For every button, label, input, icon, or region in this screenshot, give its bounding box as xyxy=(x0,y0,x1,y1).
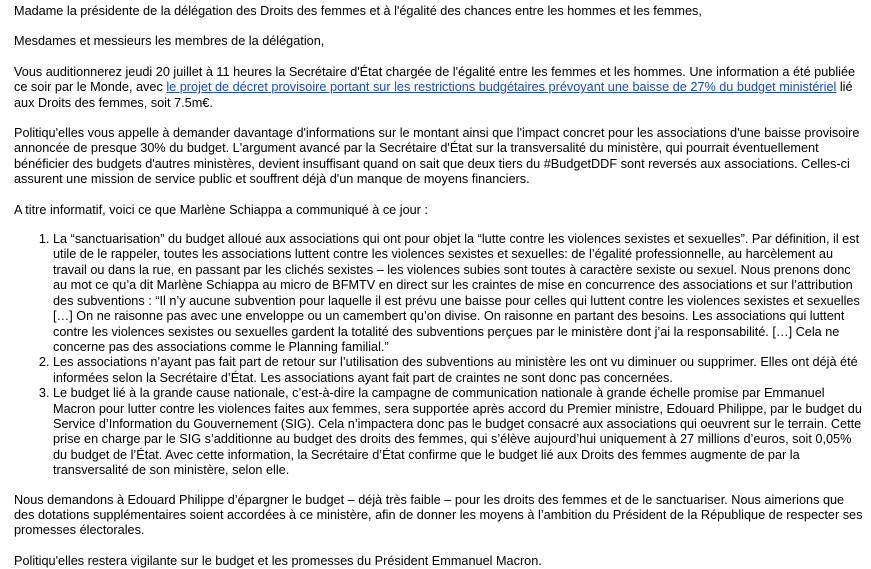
politiquelles-paragraph: Politiqu'elles vous appelle à demander davantage d'informations sur le montant ainsi que l'impact concret pour les associations d'une baisse provisoire annoncée de presque 30% du budget. L'argument avancé par la Secrétaire d'État sur la transversalité du ministère, qui pourrait éventuellement bénéficier des budgets d'autres ministères, devient insuffisant quand on sait que deux tiers du #BudgetDDF sont reversés aux associations. Celles-ci assurent une mission de service public et souffrent déjà d'un manque de moyens financiers. xyxy=(14,126,860,187)
intro-paragraph xyxy=(14,65,863,111)
decree-link[interactable]: le projet de décret provisoire portant sur les restrictions budgétaires prévoyant une baisse de 27% du budget ministériel xyxy=(166,80,837,95)
demandons-paragraph: Nous demandons à Edouard Philippe d’épargner le budget – déjà très faible – pour les droits des femmes et de le sanctuariser. Nous aimerions que des dotations supplémentaires soient accordées à ce ministère, afin de donner les moyens à l’ambition du Président de la République de respecter ses promesses électorales. xyxy=(14,492,863,538)
list-item: 1. La “sanctuarisation” du budget alloué aux associations qui ont pour objet la “lutte contre les violences sexistes et sexuelles”. Par définition, il est utile de le rappeler, toutes les associations luttent contre les violences sexistes et sexuelles: de l’égalité professionnelle, au harcèlement au travail ou dans la rue, en passant par les clichés sexistes – les violences subies sont toutes à caractère sexiste ou sexuel. Nous prenons donc au mot ce qu’a dit Marlène Schiappa au micro de BFMTV en direct sur les craintes de mise en concurrence des associations et sur l’attribution des subventions : “Il n’y aucune subvention pour laquelle il est prévu une baisse pour celles qui luttent contre les violences sexistes et sexuelles […] On ne raisonne pas avec une enveloppe ou un camembert qu’on divise. On raisonne en partant des besoins. Les associations qui luttent contre les violences sexistes ou sexuelles gardent la totalité des subventions perçues par le ministère dont j’ai la responsabilité. […] Cela ne concerne pas des associations comme le Planning familial.” xyxy=(53,232,863,355)
list-item: 3. Le budget lié à la grande cause nationale, c’est-à-dire la campagne de communication nationale à grande échelle promise par Emmanuel Macron pour lutter contre les violences faites aux femmes, sera supportée après accord du Premier ministre, Edouard Philippe, par le budget du Service d’Information du Gouvernement (SIG). Cela n’impactera donc pas le budget consacré aux associations qui oeuvrent sur le terrain. Cette prise en charge par le SIG s’additionne au budget des droits des femmes, qui s’élève aujourd’hui uniquement à 27 millions d’euros, soit 0,05% du budget de l’État. Avec cette information, la Secrétaire d’État confirme que le budget lié aux Droits des femmes augmente de par la transversalité de son ministère, selon elle. xyxy=(53,386,863,478)
salutation-president: Madame la présidente de la délégation des Droits des femmes et à l'égalité des chances entre les hommes et les femmes, xyxy=(14,4,702,18)
intro-text-after-link: lié aux Droits des femmes, soit 7.5m€. xyxy=(14,80,853,110)
list-item: 2. Les associations n’ayant pas fait part de retour sur l’utilisation des subventions au ministère les ont vu diminuer ou supprimer. Elles ont déjà été informées selon la Secrétaire d’État. Les associations ayant fait part de craintes ne sont donc pas concernées. xyxy=(53,355,863,386)
intro-text-before-link: Vous auditionnerez jeudi 20 juillet à 11 heures la Secrétaire d'État chargée de l'égalité entre les femmes et les hommes. Une information a été publiée ce soir par le Monde, avec xyxy=(14,64,856,95)
schiappa-statements-list xyxy=(14,232,863,479)
vigilante-paragraph: Politiqu'elles restera vigilante sur le budget et les promesses du Président Emmanuel Macron. xyxy=(14,553,542,568)
informatif-paragraph: A titre informatif, voici ce que Marlène Schiappa a communiqué à ce jour : xyxy=(14,202,428,217)
salutation-members: Mesdames et messieurs les membres de la délégation, xyxy=(14,34,325,49)
